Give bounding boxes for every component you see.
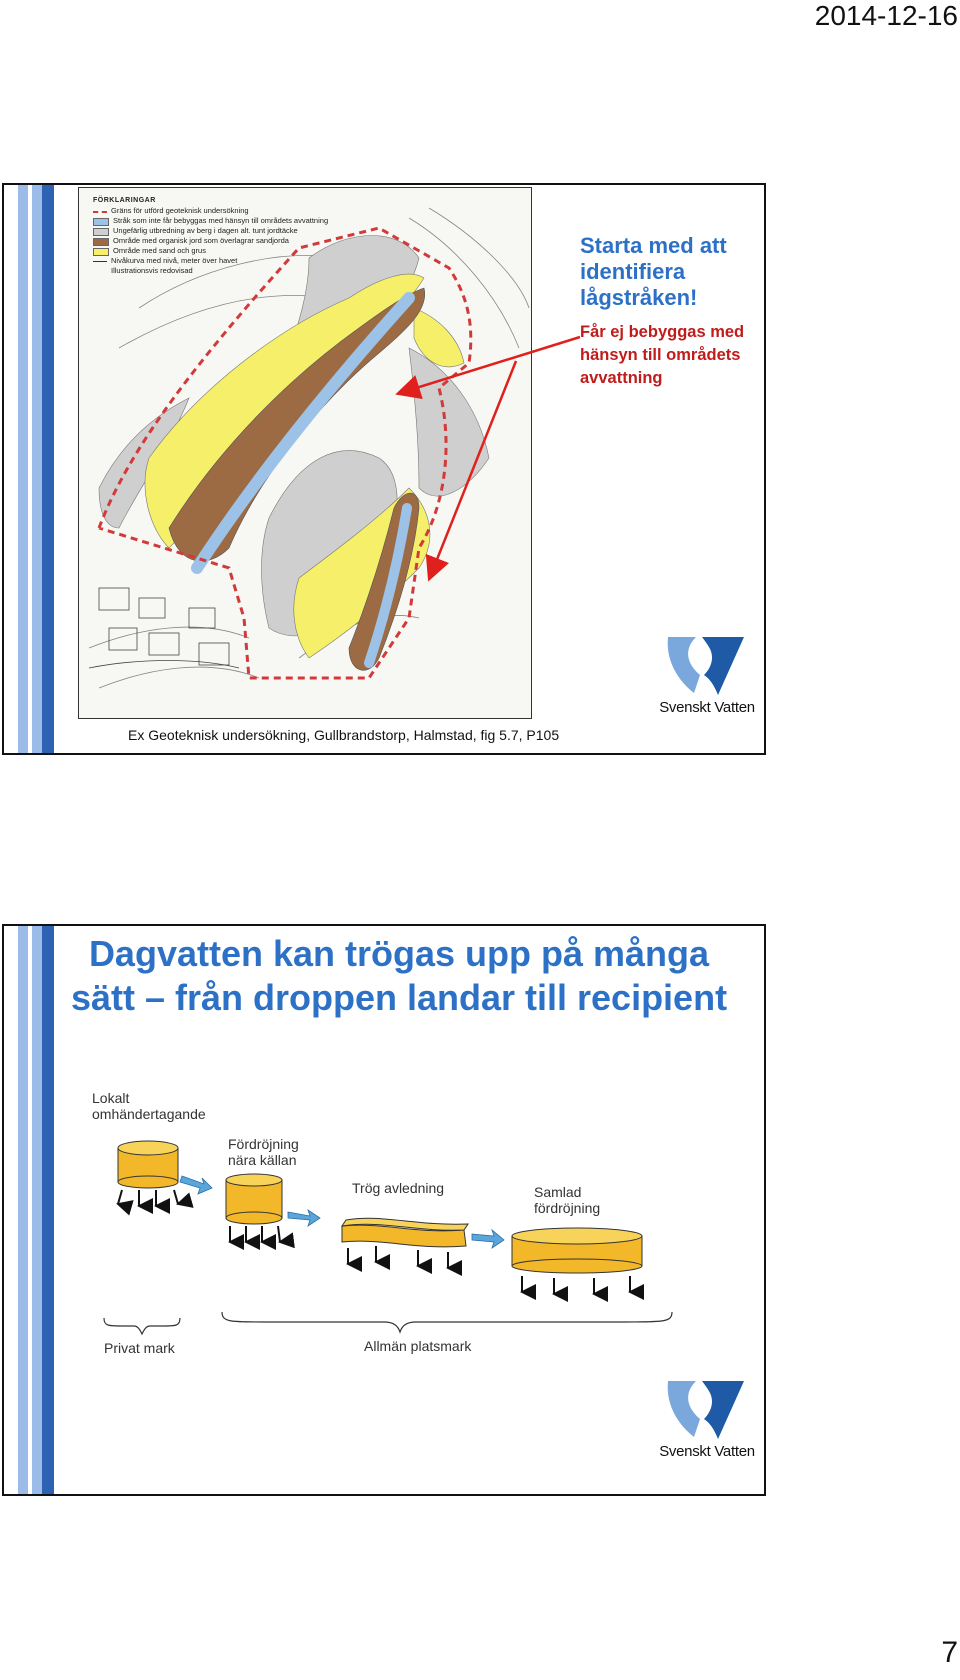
slide1-headline: Starta med att identifiera lågstråken! — [580, 233, 727, 310]
map-legend — [93, 196, 328, 276]
legend-item-organic — [93, 236, 328, 246]
legend-item-strip — [93, 216, 328, 226]
brace-public — [222, 1312, 672, 1332]
legend-item-contour — [93, 256, 328, 266]
basin-combined — [512, 1228, 642, 1294]
legend-item-rock — [93, 226, 328, 236]
legend-label: Stråk som inte får bebyggas med hänsyn till områdets avvattning — [113, 216, 329, 225]
svenskt-vatten-logo — [652, 1379, 762, 1469]
label-combined-delay: Samlad fördröjning — [534, 1184, 601, 1216]
page-date: 2014-12-16 — [814, 0, 958, 31]
slow-channel — [342, 1218, 468, 1268]
label-slow-conveyance: Trög avledning — [352, 1180, 445, 1196]
slide-stripe — [18, 926, 28, 1494]
legend-label: Område med organisk jord som överlagrar sandjorda — [113, 236, 289, 245]
logo-mark-icon — [666, 635, 746, 697]
slide-stripe — [32, 185, 42, 753]
logo-text: Svenskt Vatten — [659, 699, 755, 716]
brace-private — [104, 1318, 180, 1334]
stormwater-diagram — [84, 1090, 684, 1356]
legend-label: Nivåkurva med nivå, meter över havet — [111, 256, 238, 265]
strip-swatch — [93, 218, 109, 226]
slide1-subtext: Får ej bebyggas med hänsyn till områdets avvattning — [580, 323, 745, 387]
tank-near-source — [226, 1174, 282, 1242]
logo-mark-icon — [666, 1379, 746, 1441]
slide-stripe — [18, 185, 28, 753]
page-number: 7 — [941, 1636, 958, 1669]
slide2-title: Dagvatten kan trögas upp på många sätt – från droppen landar till recipient — [70, 933, 728, 1018]
geotechnical-map — [78, 187, 532, 719]
rock-swatch — [93, 228, 109, 236]
diagram-graphic — [84, 1096, 684, 1356]
organic-swatch — [93, 238, 109, 246]
legend-label: Område med sand och grus — [113, 246, 206, 255]
label-local-handling: Lokalt omhändertagande — [92, 1090, 206, 1122]
legend-label: Ungefärlig utbredning av berg i dagen alt. tunt jordtäcke — [113, 226, 298, 235]
logo-text: Svenskt Vatten — [659, 1443, 755, 1460]
legend-item-illustrative — [93, 266, 328, 276]
boundary-swatch — [93, 211, 107, 213]
svenskt-vatten-logo — [652, 635, 762, 725]
legend-item-boundary — [93, 206, 328, 216]
slide-stripe-dark — [42, 926, 54, 1494]
tank-local — [118, 1141, 178, 1206]
slide-stripe — [32, 926, 42, 1494]
map-caption: Ex Geoteknisk undersökning, Gullbrandstorp, Halmstad, fig 5.7, P105 — [128, 727, 560, 743]
legend-label: Gräns för utförd geoteknisk undersökning — [111, 206, 249, 215]
label-public-land: Allmän platsmark — [364, 1338, 472, 1354]
label-private-land: Privat mark — [104, 1340, 175, 1356]
slide-stripe-dark — [42, 185, 54, 753]
legend-title: FÖRKLARINGAR — [93, 197, 156, 204]
sand-swatch — [93, 248, 109, 256]
slide-stormwater-delay — [2, 924, 766, 1496]
blank-swatch — [93, 268, 107, 274]
legend-item-sand — [93, 246, 328, 256]
contour-swatch — [93, 261, 107, 262]
label-delay-near-source: Fördröjning nära källan — [228, 1136, 299, 1168]
legend-label: Illustrationsvis redovisad — [111, 266, 193, 275]
slide-lowland-strips — [2, 183, 766, 755]
